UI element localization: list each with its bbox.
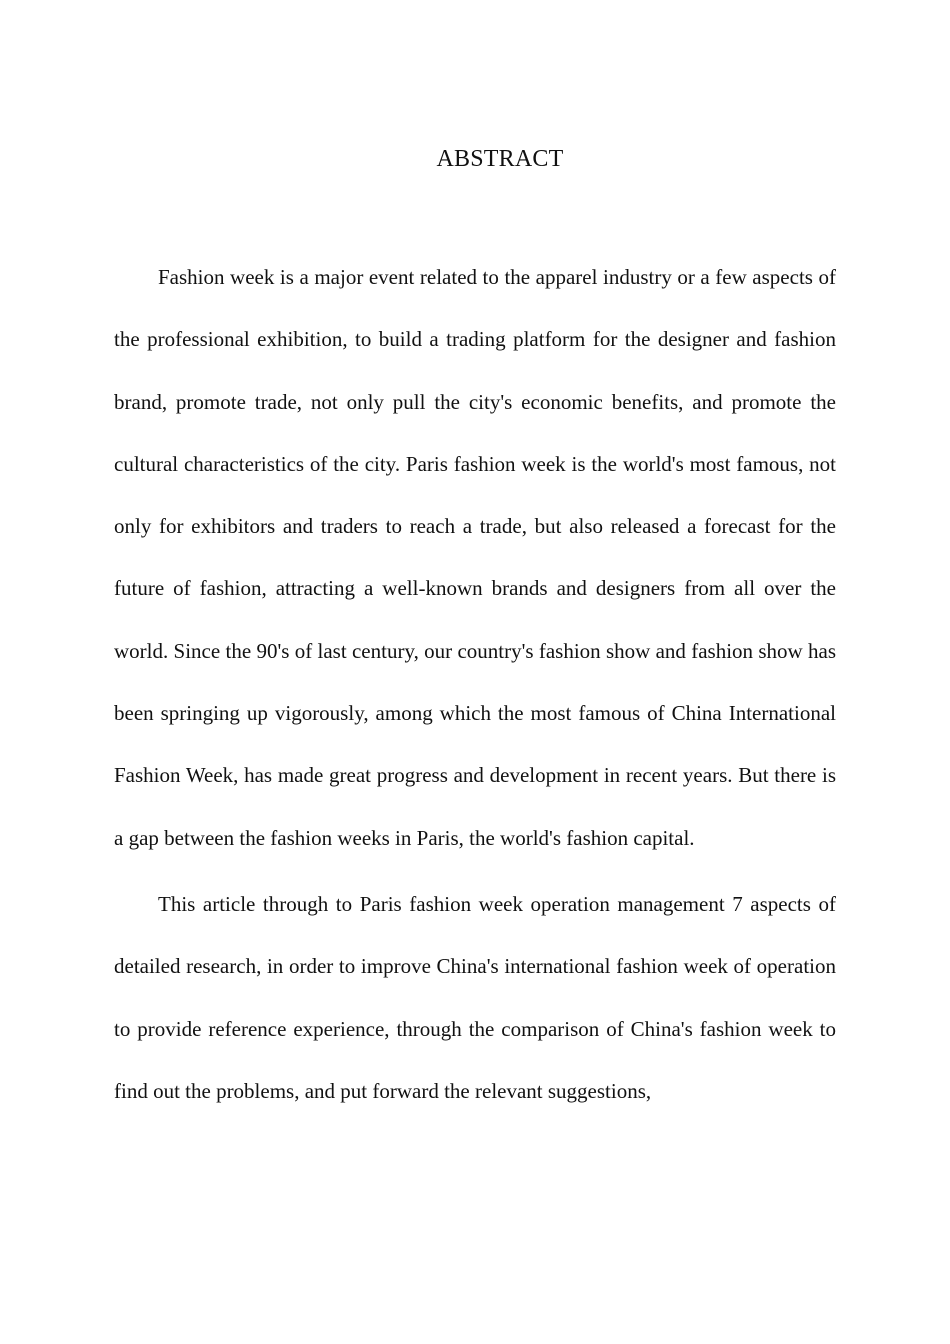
abstract-body	[114, 246, 836, 1126]
paragraph-1: Fashion week is a major event related to the apparel industry or a few aspects of the professional exhibition, to build a trading platform for the designer and fashion brand, promote trade, not only pull the city's economic benefits, and promote the cultural characteristics of the city. Paris fashion week is the world's most famous, not only for exhibitors and traders to reach a trade, but also released a forecast for the future of fashion, attracting a well-known brands and designers from all over the world. Since the 90's of last century, our country's fashion show and fashion show has been springing up vigorously, among which the most famous of China International Fashion Week, has made great progress and development in recent years. But there is a gap between the fashion weeks in Paris, the world's fashion capital.	[114, 265, 836, 850]
abstract-title: ABSTRACT	[436, 146, 564, 172]
paragraph-2: This article through to Paris fashion week operation management 7 aspects of detailed research, in order to improve China's international fashion week of operation to provide reference experience, through the comparison of China's fashion week to find out the problems, and put forward the relevant suggestions,	[114, 891, 836, 1103]
